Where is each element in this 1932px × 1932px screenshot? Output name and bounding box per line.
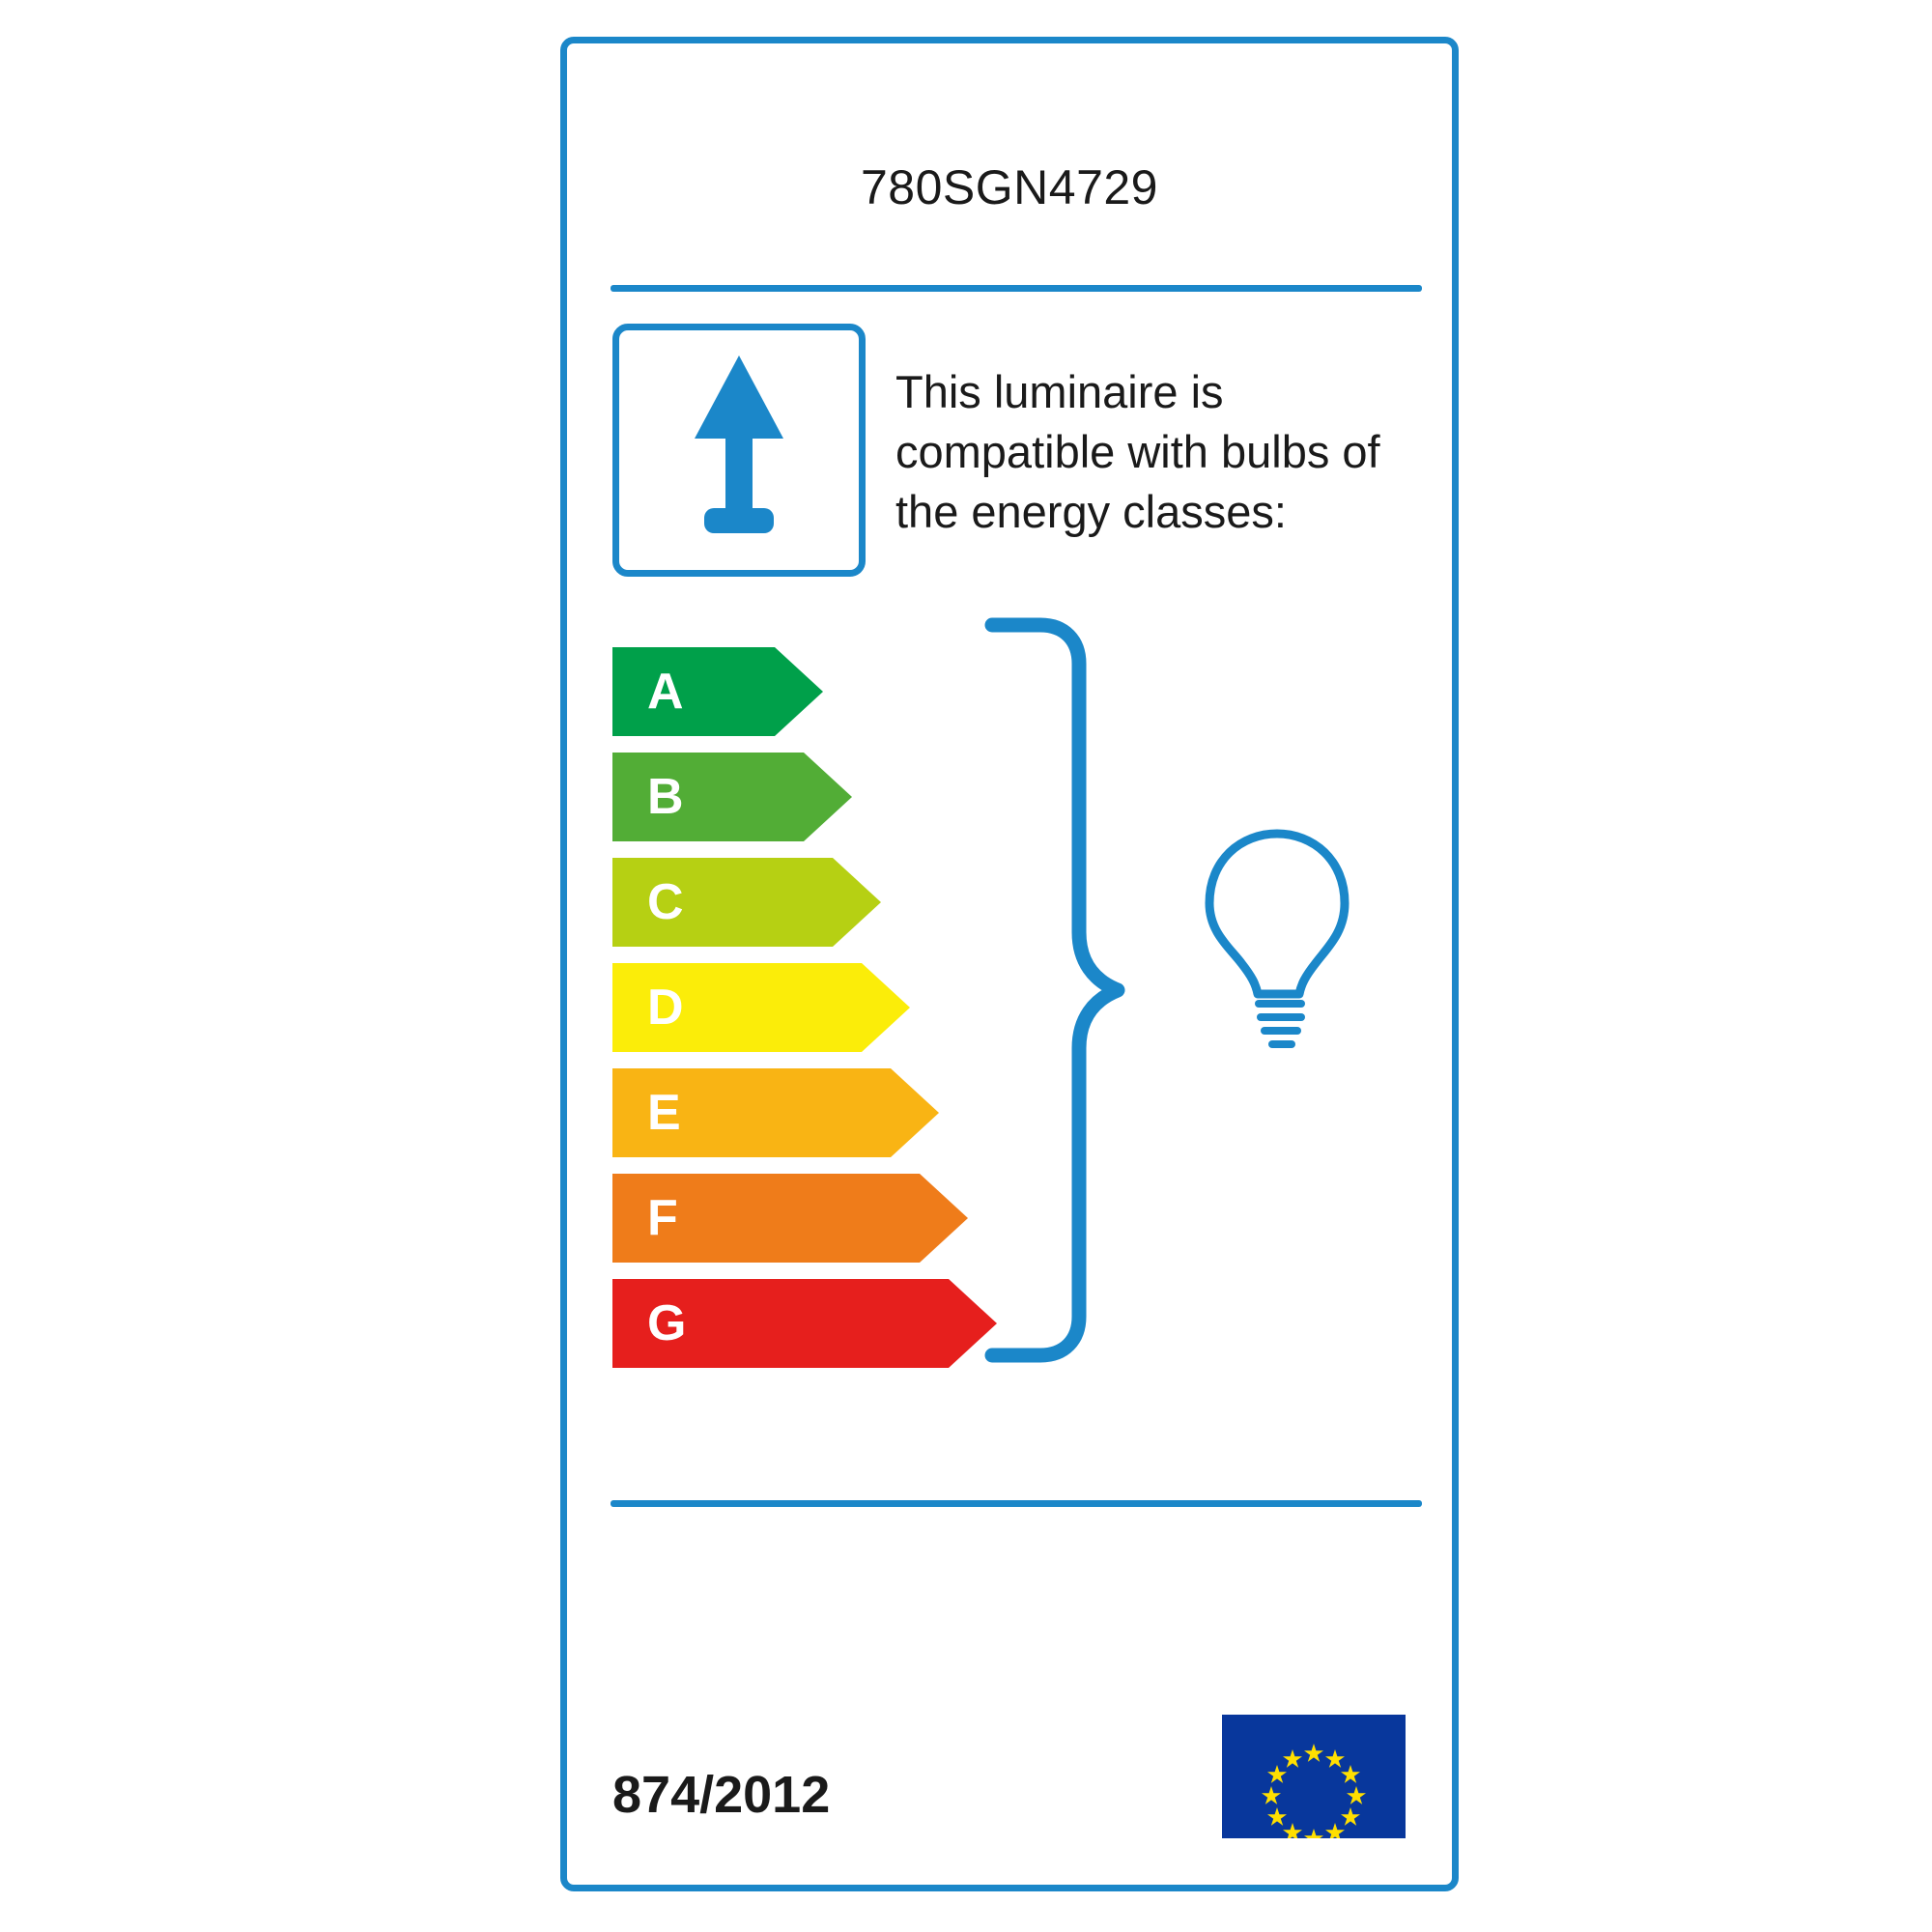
model-code: 780SGN4729 [860, 160, 1158, 214]
eu-flag-icon [1222, 1715, 1406, 1838]
energy-class-letter: B [647, 769, 684, 825]
energy-class-row-b [612, 753, 999, 841]
energy-class-letter: G [647, 1295, 687, 1351]
energy-class-row-f [612, 1174, 999, 1263]
energy-class-letter: A [647, 664, 684, 720]
energy-class-list [612, 647, 999, 1384]
energy-class-row-c [612, 858, 999, 947]
energy-class-row-e [612, 1068, 999, 1157]
curly-brace-icon [992, 625, 1118, 1355]
energy-class-letter: D [647, 980, 684, 1036]
energy-class-row-a [612, 647, 999, 736]
energy-class-row-d [612, 963, 999, 1052]
table-lamp-icon [619, 330, 859, 570]
energy-label-card [560, 37, 1459, 1891]
light-bulb-icon [1209, 834, 1345, 1044]
energy-class-row-g [612, 1279, 999, 1368]
divider-top [611, 285, 1422, 292]
brace-and-bulb-group [982, 613, 1417, 1367]
compatibility-text: This luminaire is compatible with bulbs of the energy classes: [895, 366, 1380, 538]
lamp-icon-box [612, 324, 866, 577]
energy-class-letter: E [647, 1085, 681, 1141]
divider-bottom [611, 1500, 1422, 1507]
energy-class-letter: F [647, 1190, 678, 1246]
energy-class-letter: C [647, 874, 684, 930]
regulation-code: 874/2012 [612, 1766, 831, 1824]
